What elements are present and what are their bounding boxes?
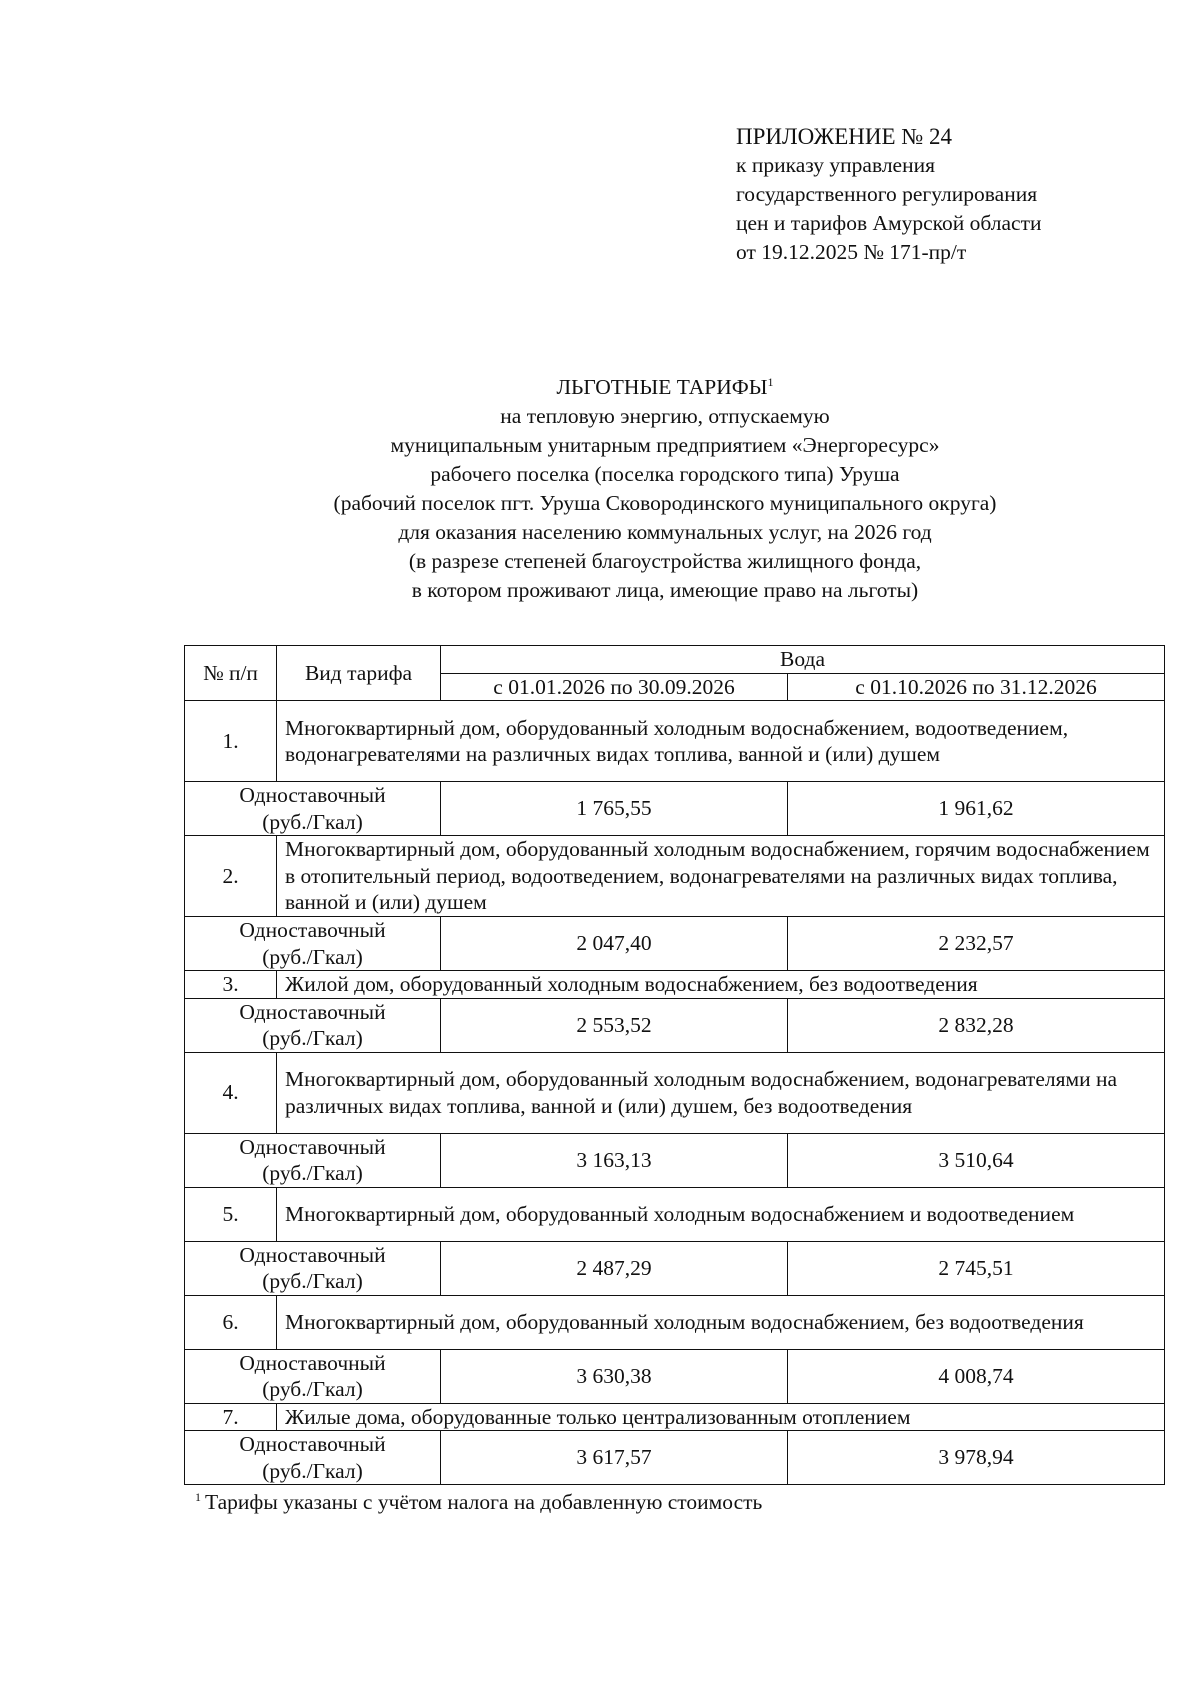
tariff-unit: (руб./Гкал)	[262, 1269, 363, 1293]
value-period-2: 2 745,51	[788, 1241, 1165, 1295]
document-title	[200, 368, 1130, 605]
title-line: муниципальным унитарным предприятием «Энергоресурс»	[390, 433, 940, 458]
tariff-row	[185, 1349, 1165, 1403]
row-number: 1.	[185, 701, 277, 782]
tariff-type	[185, 782, 441, 836]
appendix-line: к приказу управления	[736, 153, 936, 177]
appendix-block	[736, 122, 1042, 267]
value-period-1: 3 163,13	[441, 1133, 788, 1187]
title-line: (рабочий поселок пгт. Уруша Сковородинского муниципального округа)	[333, 491, 997, 516]
tariff-unit: (руб./Гкал)	[262, 809, 363, 834]
title-heading	[200, 368, 1130, 402]
appendix-title: ПРИЛОЖЕНИЕ № 24	[736, 124, 953, 149]
tariff-row	[185, 1241, 1165, 1295]
tariff-row	[185, 1133, 1165, 1187]
value-period-1: 2 487,29	[441, 1241, 788, 1295]
category-row	[185, 701, 1165, 782]
value-period-2: 3 510,64	[788, 1133, 1165, 1187]
footnote-mark: 1	[767, 375, 774, 389]
category-row	[185, 836, 1165, 917]
category-row	[185, 1052, 1165, 1133]
category-row	[185, 971, 1165, 999]
footnote-text: Тарифы указаны с учётом налога на добавленную стоимость	[205, 1490, 763, 1515]
value-period-1: 2 047,40	[441, 917, 788, 971]
row-description: Многоквартирный дом, оборудованный холодным водоснабжением, водоотведением, водонагревателями на различных видах топлива, ванной и (или) душем	[277, 701, 1165, 782]
tariff-label: Одноставочный	[239, 1432, 386, 1456]
category-row	[185, 1187, 1165, 1241]
row-number: 2.	[185, 836, 277, 917]
header-period-1: с 01.01.2026 по 30.09.2026	[441, 673, 788, 701]
tariff-label: Одноставочный	[239, 918, 386, 942]
value-period-2: 3 978,94	[788, 1431, 1165, 1485]
value-period-1: 3 630,38	[441, 1349, 788, 1403]
tariff-unit: (руб./Гкал)	[262, 1161, 363, 1185]
row-description: Многоквартирный дом, оборудованный холодным водоснабжением и водоотведением	[277, 1187, 1165, 1241]
title-line: в котором проживают лица, имеющие право на льготы)	[411, 578, 919, 603]
tariff-label: Одноставочный	[239, 1242, 386, 1267]
tariff-type	[185, 1431, 441, 1485]
header-type: Вид тарифа	[277, 646, 441, 701]
title-line: рабочего поселка (поселка городского типа) Уруша	[430, 462, 900, 487]
appendix-line: от 19.12.2025 № 171-пр/т	[736, 240, 967, 264]
tariff-row	[185, 998, 1165, 1052]
title-line: на тепловую энергию, отпускаемую	[500, 404, 830, 429]
footnote	[195, 1490, 762, 1515]
tariff-unit: (руб./Гкал)	[262, 1377, 363, 1401]
tariff-table	[184, 645, 1165, 1485]
tariff-unit: (руб./Гкал)	[262, 1458, 363, 1483]
appendix-line: государственного регулирования	[736, 182, 1038, 206]
tariff-label: Одноставочный	[239, 1350, 386, 1375]
tariff-row	[185, 917, 1165, 971]
tariff-type	[185, 1349, 441, 1403]
row-description: Жилой дом, оборудованный холодным водоснабжением, без водоотведения	[277, 971, 1165, 999]
tariff-label: Одноставочный	[239, 1134, 386, 1159]
category-row	[185, 1403, 1165, 1431]
tariff-type	[185, 998, 441, 1052]
footnote-mark: 1	[195, 1490, 201, 1504]
appendix-line: цен и тарифов Амурской области	[736, 211, 1042, 235]
value-period-2: 4 008,74	[788, 1349, 1165, 1403]
tariff-unit: (руб./Гкал)	[262, 1026, 363, 1050]
row-number: 5.	[185, 1187, 277, 1241]
row-number: 7.	[185, 1403, 277, 1431]
value-period-2: 1 961,62	[788, 782, 1165, 836]
row-description: Многоквартирный дом, оборудованный холодным водоснабжением, горячим водоснабжением в отопительный период, водоотведением, водонагревателями на различных видах топлива, ванной и (или) душем	[277, 836, 1165, 917]
title-line: (в разрезе степеней благоустройства жилищного фонда,	[408, 549, 922, 574]
value-period-2: 2 832,28	[788, 998, 1165, 1052]
tariff-label: Одноставочный	[239, 783, 386, 807]
row-number: 6.	[185, 1295, 277, 1349]
tariff-type	[185, 1241, 441, 1295]
row-description: Многоквартирный дом, оборудованный холодным водоснабжением, водонагревателями на различных видах топлива, ванной и (или) душем, без водоотведения	[277, 1052, 1165, 1133]
row-description: Многоквартирный дом, оборудованный холодным водоснабжением, без водоотведения	[277, 1295, 1165, 1349]
value-period-1: 2 553,52	[441, 998, 788, 1052]
tariff-row	[185, 782, 1165, 836]
value-period-2: 2 232,57	[788, 917, 1165, 971]
title-line: для оказания населению коммунальных услуг, на 2026 год	[398, 520, 932, 545]
header-water: Вода	[441, 646, 1165, 674]
tariff-unit: (руб./Гкал)	[262, 944, 363, 969]
tariff-type	[185, 1133, 441, 1187]
value-period-1: 1 765,55	[441, 782, 788, 836]
tariff-type	[185, 917, 441, 971]
category-row	[185, 1295, 1165, 1349]
heading-text: ЛЬГОТНЫЕ ТАРИФЫ	[556, 375, 768, 400]
row-number: 3.	[185, 971, 277, 999]
tariff-row	[185, 1431, 1165, 1485]
value-period-1: 3 617,57	[441, 1431, 788, 1485]
row-description: Жилые дома, оборудованные только централизованным отоплением	[277, 1403, 1165, 1431]
row-number: 4.	[185, 1052, 277, 1133]
tariff-label: Одноставочный	[239, 999, 386, 1024]
header-period-2: с 01.10.2026 по 31.12.2026	[788, 673, 1165, 701]
header-num: № п/п	[185, 646, 277, 701]
